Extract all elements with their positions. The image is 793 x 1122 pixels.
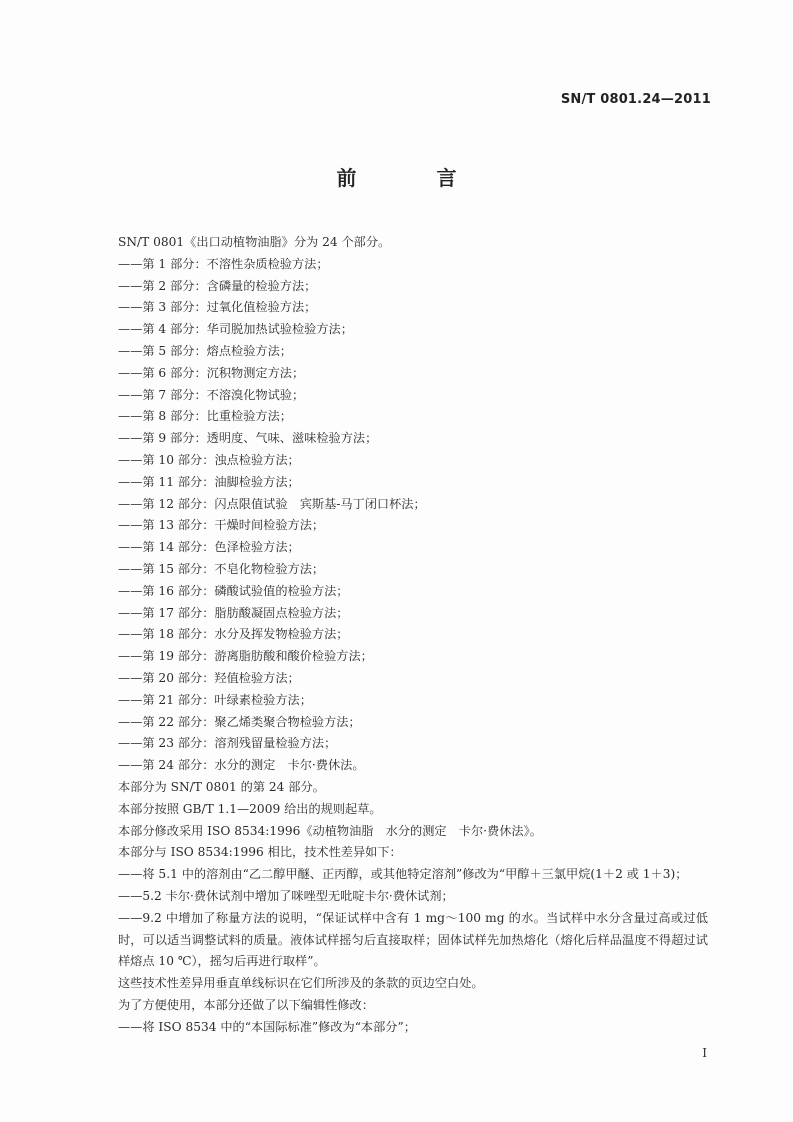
part-item-15: ——第 15 部分：不皂化物检验方法；: [118, 561, 325, 576]
part-item-21: ——第 21 部分：叶绿素检验方法；: [118, 692, 312, 707]
part-item-3: ——第 3 部分：过氧化值检验方法；: [118, 300, 317, 315]
page-number: I: [702, 1046, 707, 1060]
part-item-13: ——第 13 部分：干燥时间检验方法；: [118, 518, 325, 533]
part-item-22: ——第 22 部分：聚乙烯类聚合物检验方法；: [118, 714, 361, 729]
page-title: 前 言: [336, 166, 487, 190]
part-item-1: ——第 1 部分：不溶性杂质检验方法；: [118, 256, 329, 271]
part-item-7: ——第 7 部分：不溶溴化物试验；: [118, 387, 305, 402]
differences-intro: 本部分与 ISO 8534:1996 相比，技术性差异如下：: [118, 845, 402, 860]
part-item-12: ——第 12 部分：闪点限值试验 宾斯基-马丁闭口杯法；: [118, 496, 426, 511]
part-item-2: ——第 2 部分：含磷量的检验方法；: [118, 278, 317, 293]
part-item-14: ——第 14 部分：色泽检验方法；: [118, 540, 300, 555]
difference-item-3: ——9.2 中增加了称量方法的说明，“保证试样中含有 1 mg～100 mg 的水。当试样中水分含量过高或过低时，可以适当调整试料的质量。液体试样摇匀后直接取样；固体试样先加热熔化（熔化后样品温度不得超过试样熔点 10 ℃），摇匀后再进行取样”。: [118, 910, 708, 969]
part-item-16: ——第 16 部分：磷酸试验值的检验方法；: [118, 583, 349, 598]
part-of-statement: 本部分为 SN/T 0801 的第 24 部分。: [118, 779, 325, 794]
part-item-9: ——第 9 部分：透明度、气味、滋味检验方法；: [118, 431, 378, 446]
part-item-6: ——第 6 部分：沉积物测定方法；: [118, 365, 305, 380]
part-item-19: ——第 19 部分：游离脂肪酸和酸价检验方法；: [118, 649, 373, 664]
intro-paragraph: SN/T 0801《出口动植物油脂》分为 24 个部分。: [118, 235, 391, 249]
part-item-5: ——第 5 部分：熔点检验方法；: [118, 343, 292, 358]
drafting-rules-statement: 本部分按照 GB/T 1.1—2009 给出的规则起草。: [118, 801, 382, 816]
editorial-item-1: ——将 ISO 8534 中的“本国际标准”修改为“本部分”；: [118, 1019, 416, 1034]
part-item-4: ——第 4 部分：华司脱加热试验检验方法；: [118, 322, 353, 337]
part-item-17: ——第 17 部分：脂肪酸凝固点检验方法；: [118, 605, 349, 620]
part-item-8: ——第 8 部分：比重检验方法；: [118, 409, 292, 424]
part-item-10: ——第 10 部分：浊点检验方法；: [118, 452, 300, 467]
part-item-18: ——第 18 部分：水分及挥发物检验方法；: [118, 627, 349, 642]
editorial-intro: 为了方便使用，本部分还做了以下编辑性修改：: [118, 997, 374, 1012]
difference-item-1: ——将 5.1 中的溶剂由“乙二醇甲醚、正丙醇，或其他特定溶剂”修改为“甲醇＋三氯甲烷(1＋2 或 1＋3)；: [118, 867, 688, 882]
difference-item-2: ——5.2 卡尔·费休试剂中增加了咪唑型无吡啶卡尔·费休试剂；: [118, 888, 454, 903]
document-code: SN/T 0801.24—2011: [560, 92, 711, 107]
part-item-20: ——第 20 部分：羟值检验方法；: [118, 670, 300, 685]
modification-statement: 本部分修改采用 ISO 8534:1996《动植物油脂 水分的测定 卡尔·费休法》。: [118, 823, 542, 838]
part-item-11: ——第 11 部分：油脚检验方法；: [118, 474, 300, 489]
part-item-24: ——第 24 部分：水分的测定 卡尔·费休法。: [118, 758, 365, 773]
part-item-23: ——第 23 部分：溶剂残留量检验方法；: [118, 736, 337, 751]
marking-statement: 这些技术性差异用垂直单线标识在它们所涉及的条款的页边空白处。: [118, 976, 484, 991]
foreword-body: [118, 232, 708, 1038]
